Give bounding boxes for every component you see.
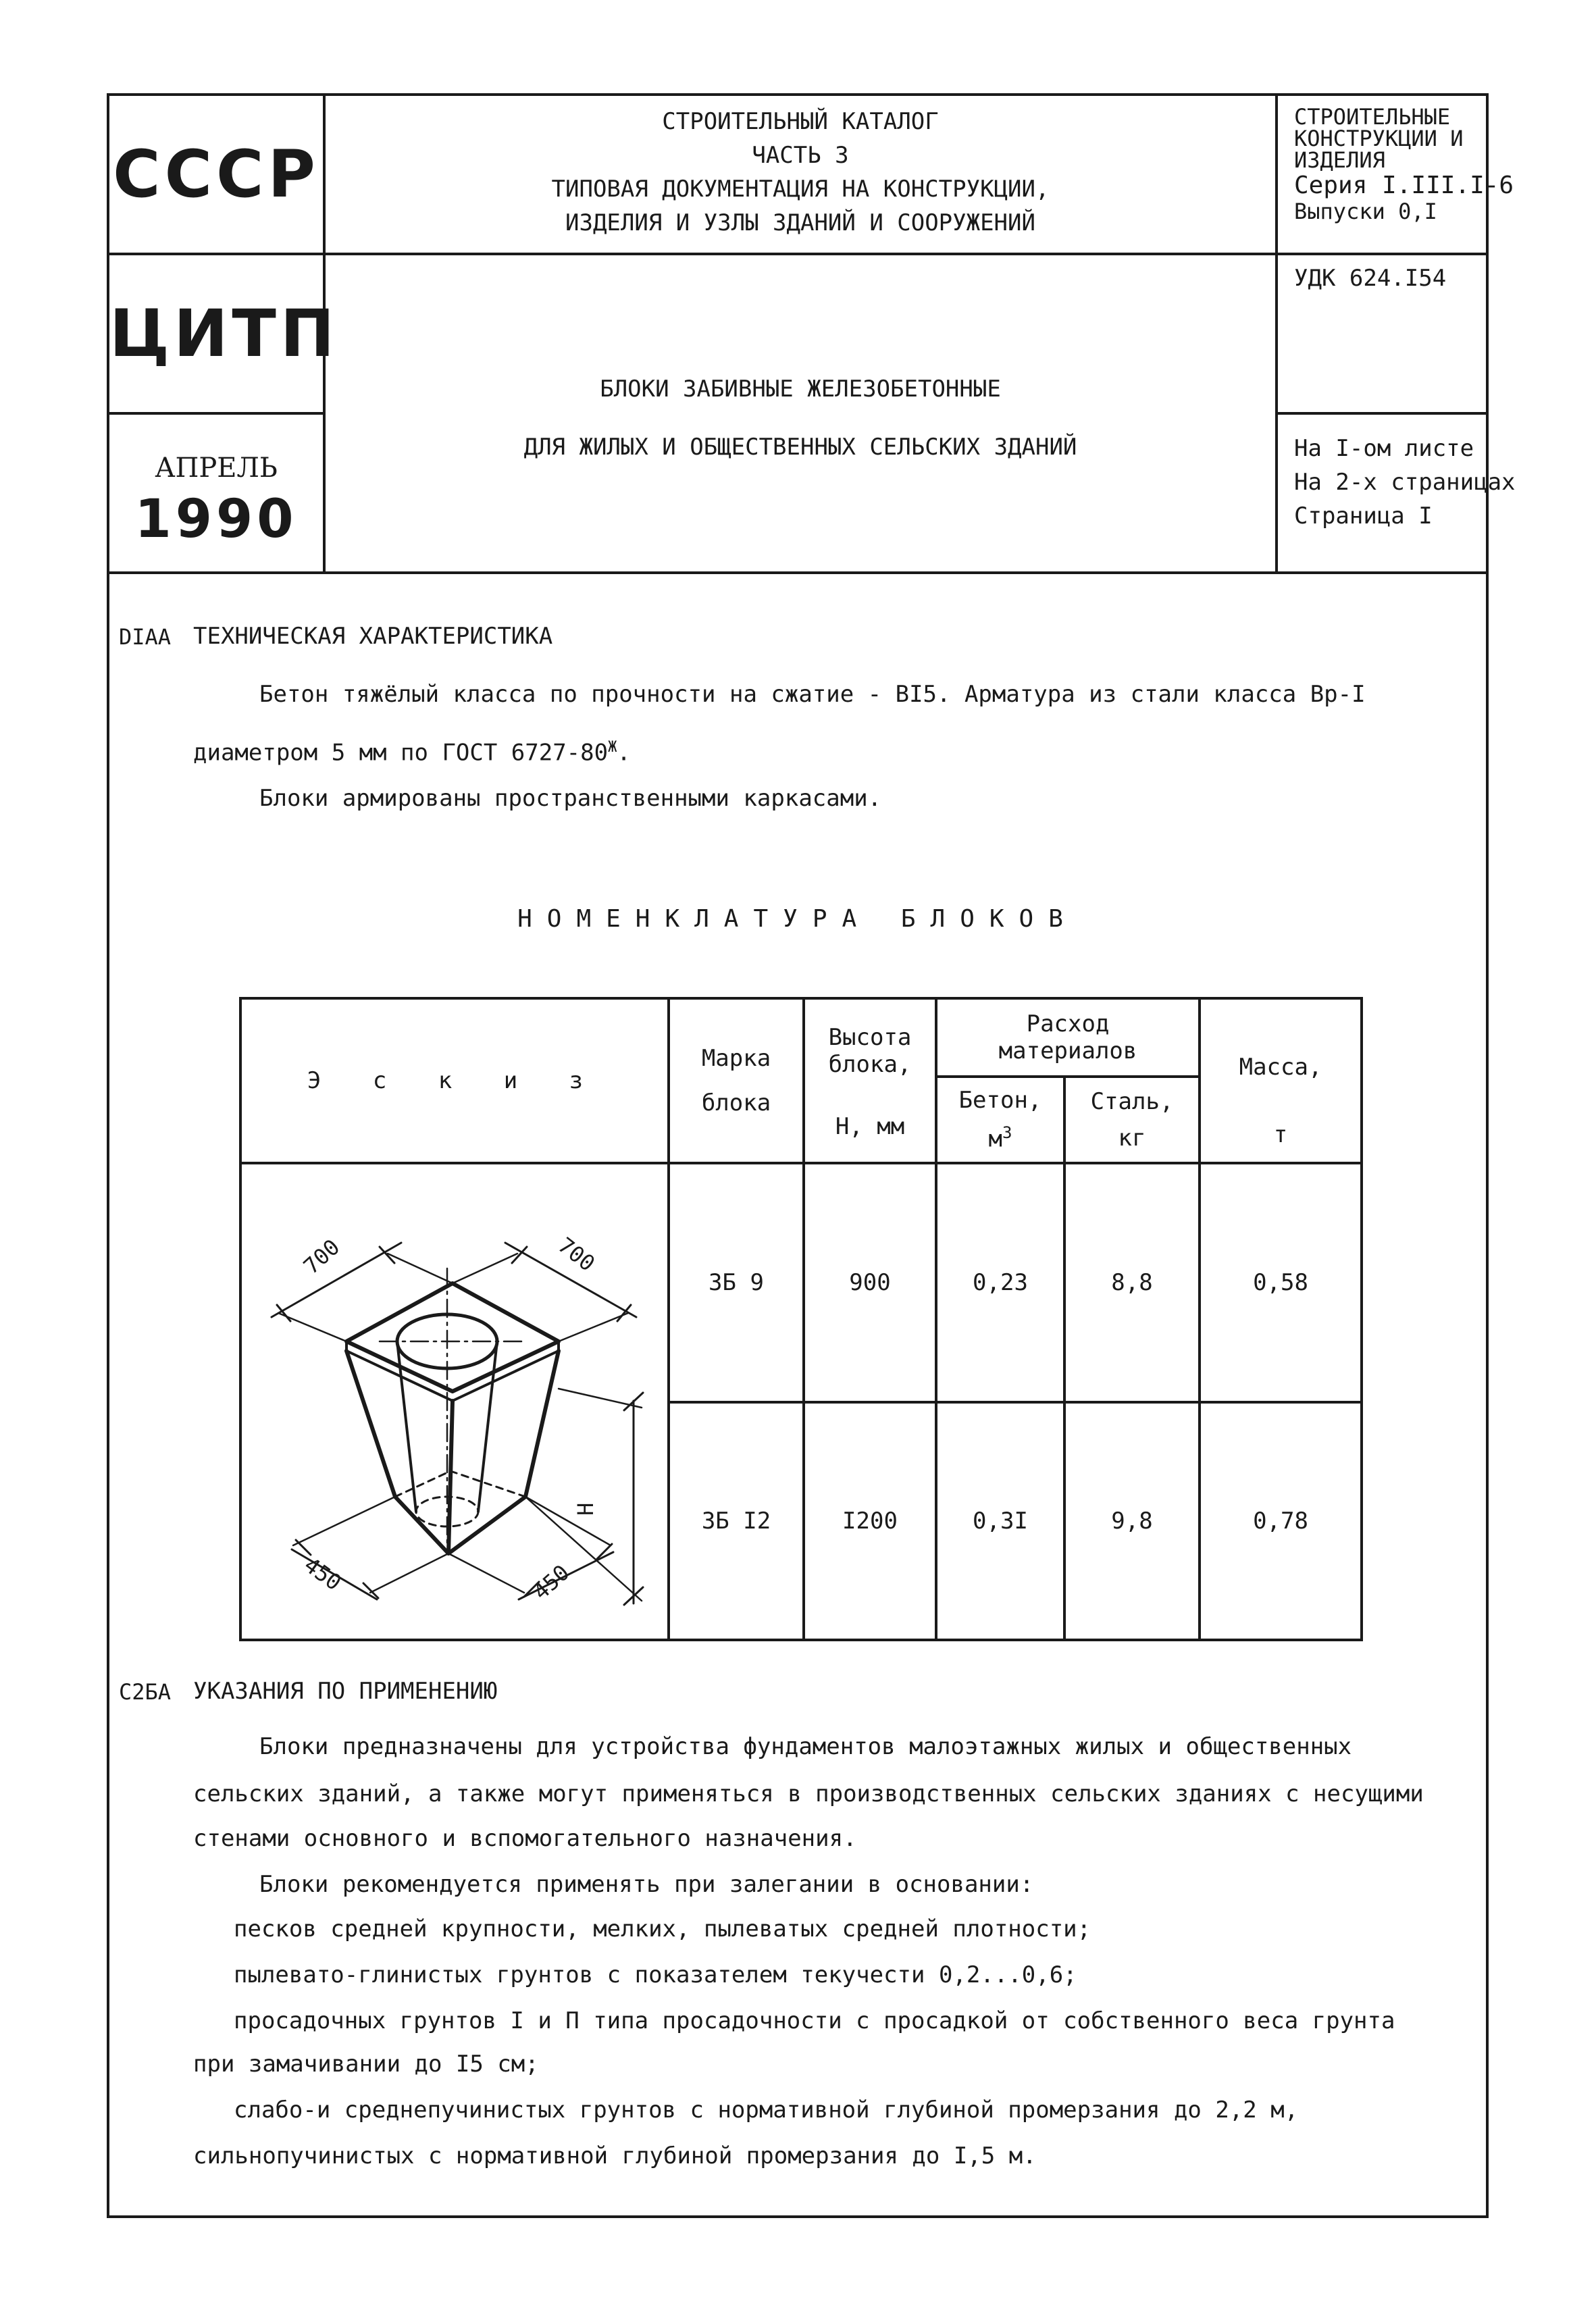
udk-label: УДК 624.I54 <box>1294 265 1447 292</box>
header-height-line-2: блока, <box>828 1051 912 1078</box>
catalog-line-2: ЧАСТЬ 3 <box>752 142 849 169</box>
header-concrete <box>936 1077 1064 1163</box>
header-height-line-1: Высота <box>828 1024 912 1051</box>
header-sketch <box>240 998 669 1163</box>
org-cell <box>107 253 339 415</box>
section2-code: C2БA <box>119 1679 172 1705</box>
section2-line-3: стенами основного и вспомогательного назначения. <box>193 1825 857 1852</box>
dim-height: H <box>573 1502 598 1516</box>
catalog-line-4: ИЗДЕЛИЯ И УЗЛЫ ЗДАНИЙ И СООРУЖЕНИЙ <box>565 209 1035 236</box>
dim-bottom-right: 450 <box>527 1560 575 1605</box>
sheet-line-2: На 2-х страницах <box>1294 469 1516 496</box>
header-steel <box>1064 1077 1200 1163</box>
row2-height: I200 <box>804 1402 936 1640</box>
country-cell <box>107 93 326 255</box>
sheet-cell <box>1275 412 1516 574</box>
section2-line-8: при замачивании до I5 см; <box>193 2051 539 2078</box>
row1-steel: 8,8 <box>1064 1163 1200 1402</box>
sketch-cell <box>240 1163 669 1640</box>
catalog-line-1: СТРОИТЕЛЬНЫЙ КАТАЛОГ <box>662 108 939 135</box>
section1-paragraph-1: Бетон тяжёлый класса по прочности на сжатие - BI5. Арматура из стали класса Вр-I <box>259 681 1366 708</box>
section1-paragraph-3: Блоки армированы пространственными каркасами. <box>259 785 882 812</box>
row2-concrete: 0,3I <box>936 1402 1064 1640</box>
series-cell <box>1275 93 1514 255</box>
row2-steel: 9,8 <box>1064 1402 1200 1640</box>
section1-title: ТЕХНИЧЕСКАЯ ХАРАКТЕРИСТИКА <box>193 623 553 650</box>
catalog-line-3: ТИПОВАЯ ДОКУМЕНТАЦИЯ НА КОНСТРУКЦИИ, <box>551 176 1050 203</box>
org-label: ЦИТП <box>109 296 339 371</box>
header-mass-line-1: Масса, <box>1239 1054 1322 1081</box>
dim-top-right: 700 <box>553 1232 600 1277</box>
section1-p2-main: диаметром 5 мм по ГОСТ 6727-80 <box>193 739 609 767</box>
section2-line-6: пылевато-глинистых грунтов с показателем текучести 0,2...0,6; <box>234 1961 1077 1988</box>
table-title: НОМЕНКЛАТУРА БЛОКОВ <box>517 905 1078 933</box>
section2-line-1: Блоки предназначены для устройства фундаментов малоэтажных жилых и общественных <box>259 1733 1352 1760</box>
row1-mark: ЗБ 9 <box>669 1163 804 1402</box>
table-header-row-1 <box>240 998 1362 1077</box>
header-height-line-3: Н, мм <box>835 1113 905 1140</box>
date-cell <box>107 412 326 574</box>
year-label: 1990 <box>134 489 298 550</box>
series-line-2: КОНСТРУКЦИИ И <box>1294 126 1464 151</box>
doc-title-line-1: БЛОКИ ЗАБИВНЫЕ ЖЕЛЕЗОБЕТОННЫЕ <box>600 376 1001 403</box>
dim-top-left: 700 <box>298 1234 345 1279</box>
header-mark-line-1: Марка <box>701 1045 771 1072</box>
header-mark-line-2: блока <box>701 1089 771 1116</box>
row1-mass: 0,58 <box>1200 1163 1362 1402</box>
title-block <box>107 93 1516 574</box>
month-label: АПРЕЛЬ <box>155 453 278 484</box>
catalog-cell <box>323 93 1278 255</box>
section1-code: DIAA <box>119 624 172 650</box>
header-height <box>804 998 936 1163</box>
row1-height: 900 <box>804 1163 936 1402</box>
section2-line-2: сельских зданий, а также могут применяться в производственных сельских зданиях с несущими <box>193 1780 1424 1807</box>
series-line-1: СТРОИТЕЛЬНЫЕ <box>1294 104 1451 130</box>
udk-cell <box>1275 253 1489 415</box>
doc-title-line-2: ДЛЯ ЖИЛЫХ И ОБЩЕСТВЕННЫХ СЕЛЬСКИХ ЗДАНИЙ <box>523 434 1077 461</box>
series-number: Серия I.III.I-6 <box>1294 172 1514 199</box>
series-line-3: ИЗДЕЛИЯ <box>1294 147 1385 173</box>
header-mass <box>1200 998 1362 1163</box>
sheet-line-3: Страница I <box>1294 503 1433 530</box>
row2-mass: 0,78 <box>1200 1402 1362 1640</box>
row2-mark: ЗБ I2 <box>669 1402 804 1640</box>
sheet-line-1: На I-ом листе <box>1294 435 1474 462</box>
section2-line-7: просадочных грунтов I и П типа просадочности с просадкой от собственного веса грунта <box>234 2007 1395 2034</box>
section2-title: УКАЗАНИЯ ПО ПРИМЕНЕНИЮ <box>193 1678 498 1705</box>
block-sketch <box>244 1167 663 1633</box>
section1-p2-sup: Ж <box>608 739 617 756</box>
header-concrete-line-1: Бетон, <box>958 1087 1042 1114</box>
section2-line-9: слабо-и среднепучинистых грунтов с нормативной глубиной промерзания до 2,2 м, <box>234 2097 1299 2124</box>
header-concrete-unit: м <box>988 1125 1003 1153</box>
header-consumption <box>936 998 1200 1077</box>
doc-title-cell <box>323 253 1278 574</box>
nomenclature-table <box>239 997 1363 1641</box>
header-steel-line-1: Сталь, <box>1090 1088 1174 1115</box>
header-consumption-line-1: Расход <box>1026 1010 1110 1037</box>
section2-line-5: песков средней крупности, мелких, пылеватых средней плотности; <box>234 1916 1091 1943</box>
section2-line-10: сильнопучинистых с нормативной глубиной промерзания до I,5 м. <box>193 2142 1037 2169</box>
section1-p2-end: . <box>617 739 631 767</box>
header-steel-line-2: кг <box>1118 1125 1146 1152</box>
header-consumption-line-2: материалов <box>998 1037 1137 1064</box>
dim-bottom-left: 450 <box>299 1551 346 1596</box>
table-row <box>240 1163 1362 1402</box>
country-label: СССР <box>113 136 319 212</box>
header-concrete-exp: 3 <box>1002 1123 1012 1143</box>
header-mark <box>669 998 804 1163</box>
series-issues: Выпуски 0,I <box>1294 199 1437 224</box>
section1-paragraph-2 <box>193 739 631 766</box>
section2-line-4: Блоки рекомендуется применять при залегании в основании: <box>259 1871 1034 1898</box>
header-mass-line-2: т <box>1273 1121 1288 1148</box>
header-sketch-label: Э с к и з <box>307 1067 602 1094</box>
row1-concrete: 0,23 <box>936 1163 1064 1402</box>
